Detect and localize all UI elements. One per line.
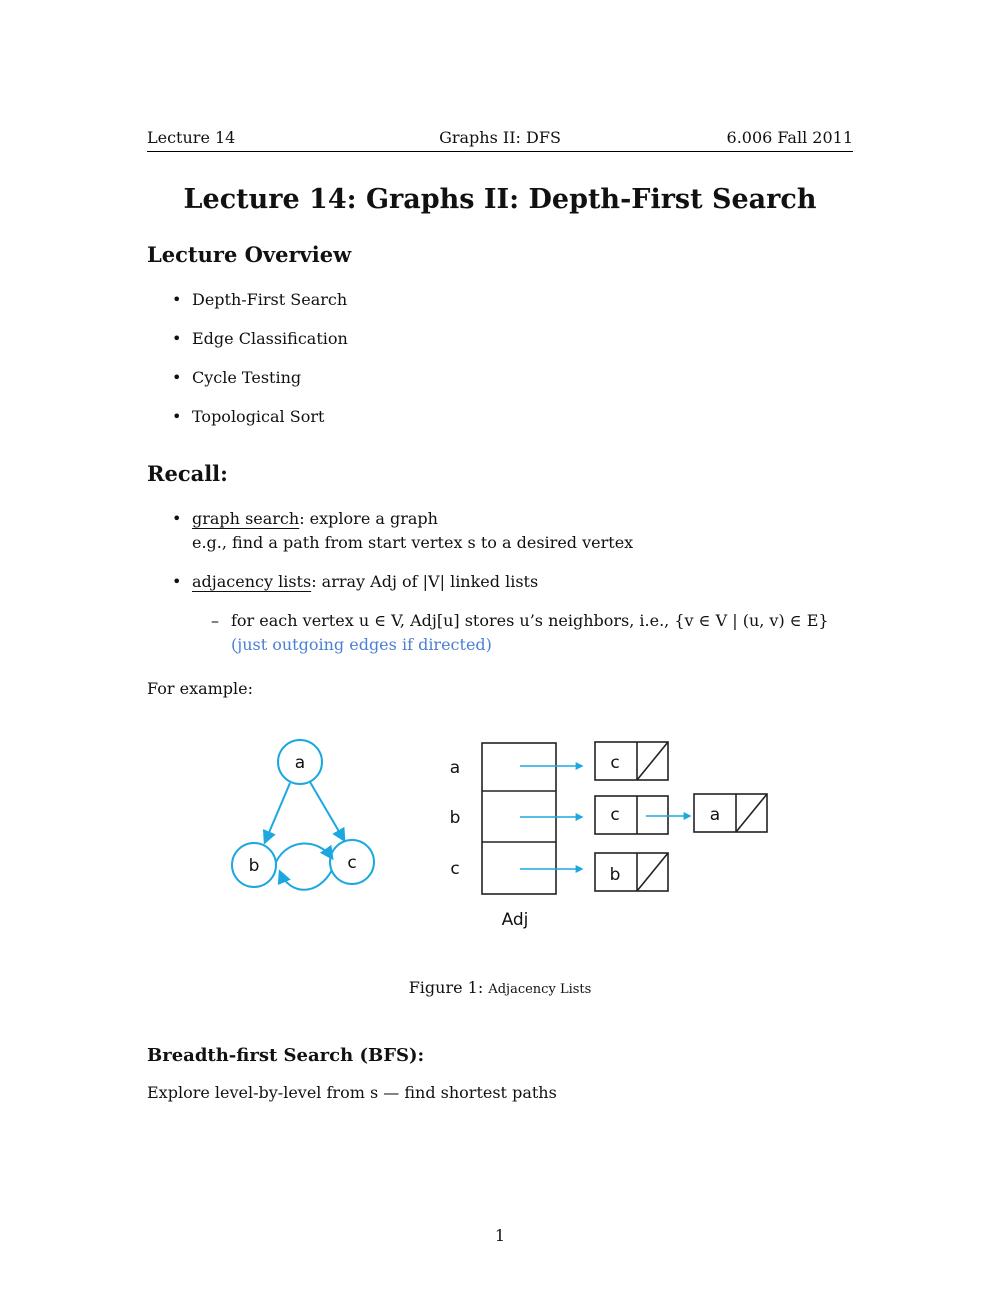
list-node-label: c	[610, 805, 620, 825]
edge-a-c	[310, 782, 344, 840]
bullet-icon: •	[172, 368, 182, 387]
figure-caption-text: Adjacency Lists	[488, 982, 592, 997]
list-node-label: c	[610, 753, 620, 773]
header-course: 6.006 Fall 2011	[726, 128, 853, 147]
recall-heading: Recall:	[147, 461, 228, 486]
edge-c-b	[280, 870, 332, 890]
bullet-icon: •	[172, 572, 182, 591]
figure-caption-prefix: Figure 1:	[408, 978, 484, 997]
adjacency-def: : array Adj of |V| linked lists	[311, 572, 539, 591]
dash-icon: –	[211, 611, 219, 630]
graph-node-c-label: c	[347, 853, 357, 873]
bfs-text: Explore level-by-level from s — find shortest paths	[147, 1083, 557, 1102]
adj-pointers	[520, 766, 582, 869]
overview-item: Edge Classification	[192, 329, 348, 348]
overview-item: Cycle Testing	[192, 368, 302, 387]
header-lecture: Lecture 14	[147, 128, 236, 147]
header-topic: Graphs II: DFS	[439, 128, 561, 147]
adjacency-note: (just outgoing edges if directed)	[231, 635, 492, 654]
adj-caption: Adj	[501, 910, 529, 930]
overview-heading: Lecture Overview	[147, 242, 352, 267]
edge-a-b	[265, 783, 290, 842]
overview-item: Depth-First Search	[192, 290, 348, 309]
adj-label-c: c	[450, 859, 460, 879]
figure-caption	[0, 978, 1000, 997]
bullet-icon: •	[172, 407, 182, 426]
graph-node-b-label: b	[248, 856, 260, 876]
graph-search-term: graph search	[192, 509, 300, 528]
edge-b-c	[276, 843, 332, 862]
list-node-label: a	[709, 805, 721, 825]
adj-label-a: a	[449, 758, 461, 778]
page-title: Lecture 14: Graphs II: Depth-First Search	[183, 184, 817, 215]
bfs-heading: Breadth-first Search (BFS):	[147, 1045, 425, 1066]
bullet-icon: •	[172, 290, 182, 309]
adj-label-b: b	[449, 808, 461, 828]
graph-node-a-label: a	[294, 753, 306, 773]
adjacency-sub: for each vertex u ∈ V, Adj[u] stores u’s neighbors, i.e., {v ∈ V | (u, v) ∈ E}	[231, 611, 829, 630]
bullet-icon: •	[172, 329, 182, 348]
list-node-label: b	[609, 865, 621, 885]
bullet-icon: •	[172, 509, 182, 528]
adjacency-term: adjacency lists	[192, 572, 312, 591]
overview-item: Topological Sort	[192, 407, 325, 426]
page-number: 1	[494, 1226, 506, 1245]
graph-search-def: : explore a graph	[299, 509, 438, 528]
for-example-text: For example:	[147, 679, 254, 698]
graph-search-example: e.g., find a path from start vertex s to a desired vertex	[192, 533, 634, 552]
